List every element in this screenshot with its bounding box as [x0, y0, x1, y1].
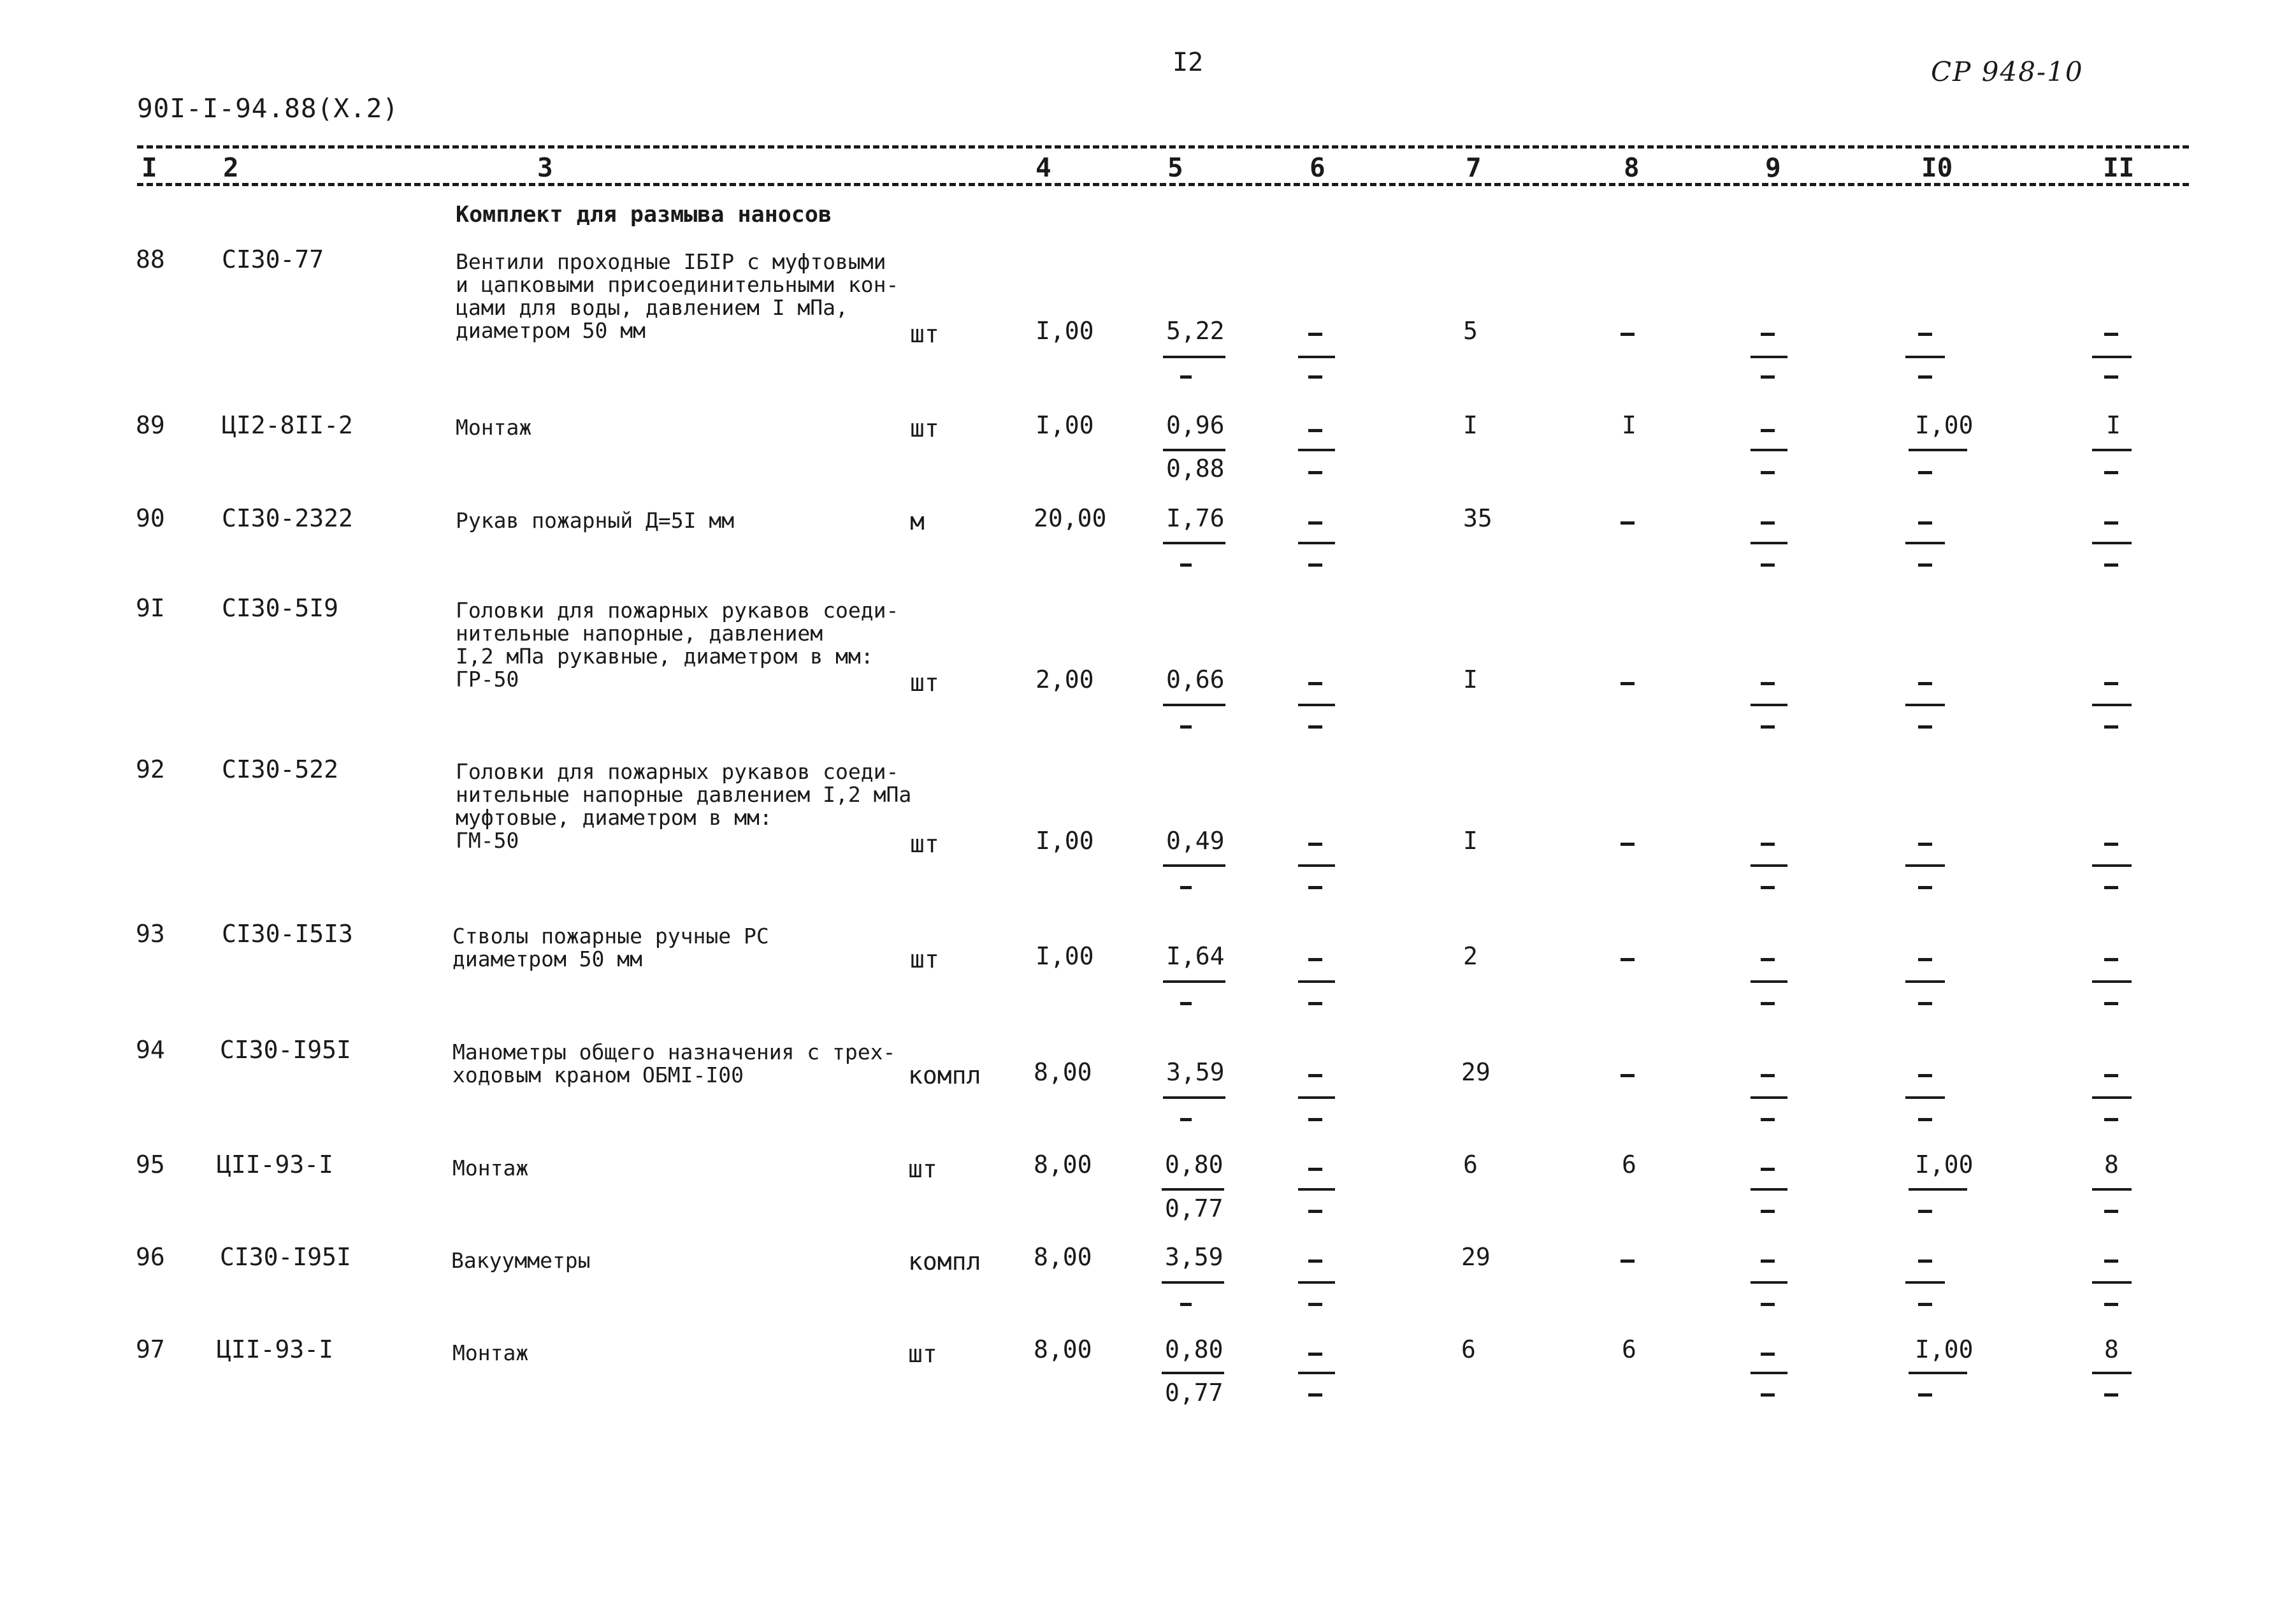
- header-top-rule: [137, 145, 2189, 149]
- col11-lower-dash: [2104, 471, 2118, 474]
- col9-dash: [1761, 521, 1775, 525]
- col7-value: 6: [1461, 1335, 1476, 1363]
- price-code: CI30-2322: [222, 504, 353, 532]
- col11-lower-dash: [2104, 725, 2118, 729]
- col10-lower-dash: [1918, 1002, 1932, 1005]
- col9-bar: [1751, 1281, 1787, 1284]
- unit: шт: [910, 830, 939, 858]
- col9-dash: [1761, 958, 1775, 961]
- fraction-bar: [1163, 449, 1225, 451]
- col10-bar: [1905, 1096, 1945, 1099]
- unit-price: I,64: [1166, 942, 1225, 970]
- col10-bar: [1909, 1188, 1967, 1191]
- col9-lower-dash: [1761, 471, 1775, 474]
- unit: шт: [910, 414, 939, 442]
- col8-dash: [1621, 1074, 1635, 1077]
- col6-dash: [1308, 958, 1322, 961]
- col6-lower-dash: [1308, 471, 1322, 474]
- col6-bar: [1298, 980, 1335, 983]
- col9-lower-dash: [1761, 1393, 1775, 1397]
- unit: компл: [908, 1061, 981, 1089]
- col7-value: I: [1463, 827, 1478, 855]
- quantity: 8,00: [1034, 1335, 1092, 1363]
- unit-price: 0,49: [1166, 827, 1225, 855]
- col11-lower-dash: [2104, 1303, 2118, 1306]
- col6-bar: [1298, 1372, 1335, 1374]
- col11-lower-dash: [2104, 1393, 2118, 1397]
- unit-price: 0,80: [1165, 1335, 1224, 1363]
- unit: шт: [910, 669, 939, 697]
- unit: шт: [910, 320, 939, 348]
- price-code: CI30-I95I: [220, 1243, 351, 1271]
- unit-price-install: 0,77: [1165, 1194, 1224, 1223]
- col7-value: I: [1463, 411, 1478, 439]
- col10-lower-dash: [1918, 1303, 1932, 1306]
- column-header-4: 4: [1036, 152, 1051, 183]
- col9-lower-dash: [1761, 563, 1775, 567]
- col7-value: 29: [1461, 1058, 1491, 1086]
- item-description: Рукав пожарный Д=5I мм: [456, 508, 735, 533]
- col11-value: 8: [2104, 1335, 2119, 1363]
- col9-bar: [1751, 864, 1787, 867]
- unit: шт: [910, 945, 939, 973]
- col11-dash: [2104, 843, 2118, 846]
- col8-dash: [1621, 333, 1635, 336]
- col9-bar: [1751, 542, 1787, 544]
- col11-value: 8: [2104, 1151, 2119, 1179]
- col7-value: 6: [1463, 1151, 1478, 1179]
- col9-lower-dash: [1761, 886, 1775, 889]
- item-description: Вакуумметры: [451, 1248, 591, 1273]
- col6-lower-dash: [1308, 1210, 1322, 1213]
- col11-value: I: [2106, 411, 2121, 439]
- col8-value: 6: [1622, 1151, 1636, 1179]
- col6-dash: [1308, 682, 1322, 685]
- quantity: I,00: [1036, 827, 1094, 855]
- col7-value: I: [1463, 665, 1478, 693]
- unit-price-install: 0,77: [1165, 1379, 1224, 1407]
- quantity: I,00: [1036, 411, 1094, 439]
- column-header-2: 2: [223, 152, 239, 183]
- item-description: Головки для пожарных рукавов соеди- нительные напорные давлением I,2 мПа муфтовые, диаметром в мм: ГМ-50: [456, 759, 912, 853]
- row-number: 94: [136, 1036, 165, 1064]
- col9-bar: [1751, 1096, 1787, 1099]
- col11-dash: [2104, 1074, 2118, 1077]
- col6-dash: [1308, 1168, 1322, 1171]
- fraction-bar: [1162, 1281, 1224, 1284]
- col11-dash: [2104, 958, 2118, 961]
- col9-bar: [1751, 1372, 1787, 1374]
- price-code: CI30-522: [222, 755, 339, 783]
- col9-dash: [1761, 1074, 1775, 1077]
- row-number: 95: [136, 1151, 165, 1179]
- item-description: Стволы пожарные ручные PC диаметром 50 мм: [452, 924, 769, 971]
- price-code: ЦII-93-I: [217, 1151, 334, 1179]
- col9-lower-dash: [1761, 1118, 1775, 1121]
- section-title: Комплект для размыва наносов: [456, 202, 832, 228]
- col8-dash: [1621, 958, 1635, 961]
- col9-bar: [1751, 1188, 1787, 1191]
- col9-bar: [1751, 980, 1787, 983]
- col9-bar: [1751, 356, 1787, 358]
- col10-lower-dash: [1918, 1393, 1932, 1397]
- col9-dash: [1761, 843, 1775, 846]
- col6-bar: [1298, 704, 1335, 706]
- quantity: 8,00: [1034, 1151, 1092, 1179]
- col11-bar: [2092, 704, 2132, 706]
- archive-number: CP 948-10: [1931, 56, 2084, 87]
- col10-dash: [1918, 958, 1932, 961]
- col9-dash: [1761, 1168, 1775, 1171]
- column-header-11: II: [2103, 152, 2135, 183]
- col11-bar: [2092, 864, 2132, 867]
- col6-bar: [1298, 1188, 1335, 1191]
- row-number: 88: [136, 245, 165, 273]
- col11-lower-dash: [2104, 563, 2118, 567]
- quantity: 8,00: [1034, 1058, 1092, 1086]
- item-description: Монтаж: [452, 1340, 529, 1365]
- col11-bar: [2092, 1281, 2132, 1284]
- col10-value: I,00: [1915, 411, 1974, 439]
- col10-lower-dash: [1918, 725, 1932, 729]
- col6-bar: [1298, 356, 1335, 358]
- column-header-9: 9: [1765, 152, 1781, 183]
- col11-lower-dash: [2104, 1210, 2118, 1213]
- price-code: ЦI2-8II-2: [222, 411, 353, 439]
- col11-dash: [2104, 1260, 2118, 1263]
- col11-dash: [2104, 521, 2118, 525]
- column-header-7: 7: [1466, 152, 1482, 183]
- col8-dash: [1621, 843, 1635, 846]
- price-lower-dash: [1180, 1002, 1192, 1005]
- col9-lower-dash: [1761, 1002, 1775, 1005]
- col10-dash: [1918, 1260, 1932, 1263]
- col9-lower-dash: [1761, 1210, 1775, 1213]
- col8-dash: [1621, 1260, 1635, 1263]
- col6-bar: [1298, 542, 1335, 544]
- col10-lower-dash: [1918, 375, 1932, 379]
- document-code: 90I-I-94.88(X.2): [137, 93, 399, 124]
- quantity: 20,00: [1034, 504, 1107, 532]
- fraction-bar: [1162, 1188, 1224, 1191]
- col11-bar: [2092, 1096, 2132, 1099]
- column-header-5: 5: [1167, 152, 1183, 183]
- col11-lower-dash: [2104, 1118, 2118, 1121]
- col10-lower-dash: [1918, 563, 1932, 567]
- item-description: Монтаж: [452, 1156, 529, 1180]
- unit-price: I,76: [1166, 504, 1225, 532]
- col10-dash: [1918, 333, 1932, 336]
- col10-bar: [1909, 449, 1967, 451]
- col11-bar: [2092, 449, 2132, 451]
- price-lower-dash: [1180, 1303, 1192, 1306]
- unit-price: 3,59: [1165, 1243, 1224, 1271]
- col10-bar: [1905, 980, 1945, 983]
- col6-lower-dash: [1308, 886, 1322, 889]
- col11-bar: [2092, 356, 2132, 358]
- col10-bar: [1905, 356, 1945, 358]
- col11-lower-dash: [2104, 375, 2118, 379]
- price-code: CI30-I5I3: [222, 920, 353, 948]
- col6-bar: [1298, 864, 1335, 867]
- col6-lower-dash: [1308, 1303, 1322, 1306]
- item-description: Манометры общего назначения с трех- ходовым краном ОБМI-I00: [452, 1040, 896, 1087]
- col11-dash: [2104, 682, 2118, 685]
- col8-dash: [1621, 521, 1635, 525]
- price-code: CI30-77: [222, 245, 324, 273]
- col10-dash: [1918, 521, 1932, 525]
- col11-bar: [2092, 542, 2132, 544]
- fraction-bar: [1163, 542, 1225, 544]
- col10-value: I,00: [1915, 1335, 1974, 1363]
- col6-bar: [1298, 449, 1335, 451]
- col6-lower-dash: [1308, 375, 1322, 379]
- row-number: 93: [136, 920, 165, 948]
- col10-lower-dash: [1918, 471, 1932, 474]
- col6-dash: [1308, 429, 1322, 432]
- unit-price: 0,96: [1166, 411, 1225, 439]
- col6-lower-dash: [1308, 1118, 1322, 1121]
- col10-dash: [1918, 843, 1932, 846]
- col9-lower-dash: [1761, 725, 1775, 729]
- col9-dash: [1761, 429, 1775, 432]
- unit: шт: [908, 1340, 937, 1368]
- unit-price-install: 0,88: [1166, 454, 1225, 483]
- row-number: 96: [136, 1243, 165, 1271]
- col6-dash: [1308, 521, 1322, 525]
- col9-dash: [1761, 1353, 1775, 1356]
- price-code: ЦII-93-I: [217, 1335, 334, 1363]
- col6-dash: [1308, 333, 1322, 336]
- page-number: I2: [1173, 48, 1204, 77]
- unit: шт: [908, 1155, 937, 1183]
- col10-bar: [1905, 704, 1945, 706]
- col6-bar: [1298, 1281, 1335, 1284]
- unit-price: 0,66: [1166, 665, 1225, 693]
- col9-dash: [1761, 682, 1775, 685]
- col9-dash: [1761, 1260, 1775, 1263]
- col11-bar: [2092, 1188, 2132, 1191]
- quantity: 8,00: [1034, 1243, 1092, 1271]
- price-lower-dash: [1180, 886, 1192, 889]
- col7-value: 29: [1461, 1243, 1491, 1271]
- col10-dash: [1918, 682, 1932, 685]
- col11-lower-dash: [2104, 1002, 2118, 1005]
- header-bottom-rule: [137, 183, 2189, 186]
- column-header-1: I: [141, 152, 157, 183]
- col8-value: 6: [1622, 1335, 1636, 1363]
- quantity: I,00: [1036, 317, 1094, 345]
- col9-bar: [1751, 449, 1787, 451]
- col10-value: I,00: [1915, 1151, 1974, 1179]
- col6-dash: [1308, 1353, 1322, 1356]
- unit-price: 0,80: [1165, 1151, 1224, 1179]
- col9-lower-dash: [1761, 375, 1775, 379]
- fraction-bar: [1162, 1372, 1224, 1374]
- price-lower-dash: [1180, 563, 1192, 567]
- col11-bar: [2092, 980, 2132, 983]
- column-header-6: 6: [1310, 152, 1325, 183]
- unit: м: [910, 507, 925, 535]
- col11-dash: [2104, 333, 2118, 336]
- price-lower-dash: [1180, 725, 1192, 729]
- col6-dash: [1308, 1260, 1322, 1263]
- unit: компл: [908, 1247, 981, 1275]
- col9-lower-dash: [1761, 1303, 1775, 1306]
- unit-price: 3,59: [1166, 1058, 1225, 1086]
- row-number: 97: [136, 1335, 165, 1363]
- col7-value: 35: [1463, 504, 1492, 532]
- item-description: Вентили проходные IБIP с муфтовыми и цапковыми присоединительными кон- цами для воды, давлением I мПа, диаметром 50 мм: [456, 249, 899, 343]
- col9-dash: [1761, 333, 1775, 336]
- col6-lower-dash: [1308, 1002, 1322, 1005]
- col10-lower-dash: [1918, 1118, 1932, 1121]
- row-number: 92: [136, 755, 165, 783]
- col8-dash: [1621, 682, 1635, 685]
- col7-value: 5: [1463, 317, 1478, 345]
- col6-lower-dash: [1308, 563, 1322, 567]
- price-lower-dash: [1180, 375, 1192, 379]
- row-number: 90: [136, 504, 165, 532]
- col6-lower-dash: [1308, 725, 1322, 729]
- fraction-bar: [1163, 356, 1225, 358]
- col10-dash: [1918, 1074, 1932, 1077]
- item-description: Монтаж: [456, 415, 532, 440]
- price-lower-dash: [1180, 1118, 1192, 1121]
- price-code: CI30-I95I: [220, 1036, 351, 1064]
- col6-dash: [1308, 1074, 1322, 1077]
- row-number: 89: [136, 411, 165, 439]
- quantity: I,00: [1036, 942, 1094, 970]
- col6-lower-dash: [1308, 1393, 1322, 1397]
- row-number: 9I: [136, 594, 165, 622]
- fraction-bar: [1163, 980, 1225, 983]
- col8-value: I: [1622, 411, 1636, 439]
- price-code: CI30-5I9: [222, 594, 339, 622]
- col7-value: 2: [1463, 942, 1478, 970]
- col10-bar: [1905, 1281, 1945, 1284]
- col10-bar: [1909, 1372, 1967, 1374]
- fraction-bar: [1163, 1096, 1225, 1099]
- col11-bar: [2092, 1372, 2132, 1374]
- column-header-8: 8: [1624, 152, 1640, 183]
- col10-bar: [1905, 864, 1945, 867]
- col11-lower-dash: [2104, 886, 2118, 889]
- col10-lower-dash: [1918, 1210, 1932, 1213]
- unit-price: 5,22: [1166, 317, 1225, 345]
- quantity: 2,00: [1036, 665, 1094, 693]
- col6-dash: [1308, 843, 1322, 846]
- col9-bar: [1751, 704, 1787, 706]
- col6-bar: [1298, 1096, 1335, 1099]
- fraction-bar: [1163, 864, 1225, 867]
- column-header-3: 3: [537, 152, 553, 183]
- col10-bar: [1905, 542, 1945, 544]
- column-header-10: I0: [1921, 152, 1953, 183]
- item-description: Головки для пожарных рукавов соеди- нительные напорные, давлением I,2 мПа рукавные, диаметром в мм: ГР-50: [456, 598, 899, 692]
- fraction-bar: [1163, 704, 1225, 706]
- col10-lower-dash: [1918, 886, 1932, 889]
